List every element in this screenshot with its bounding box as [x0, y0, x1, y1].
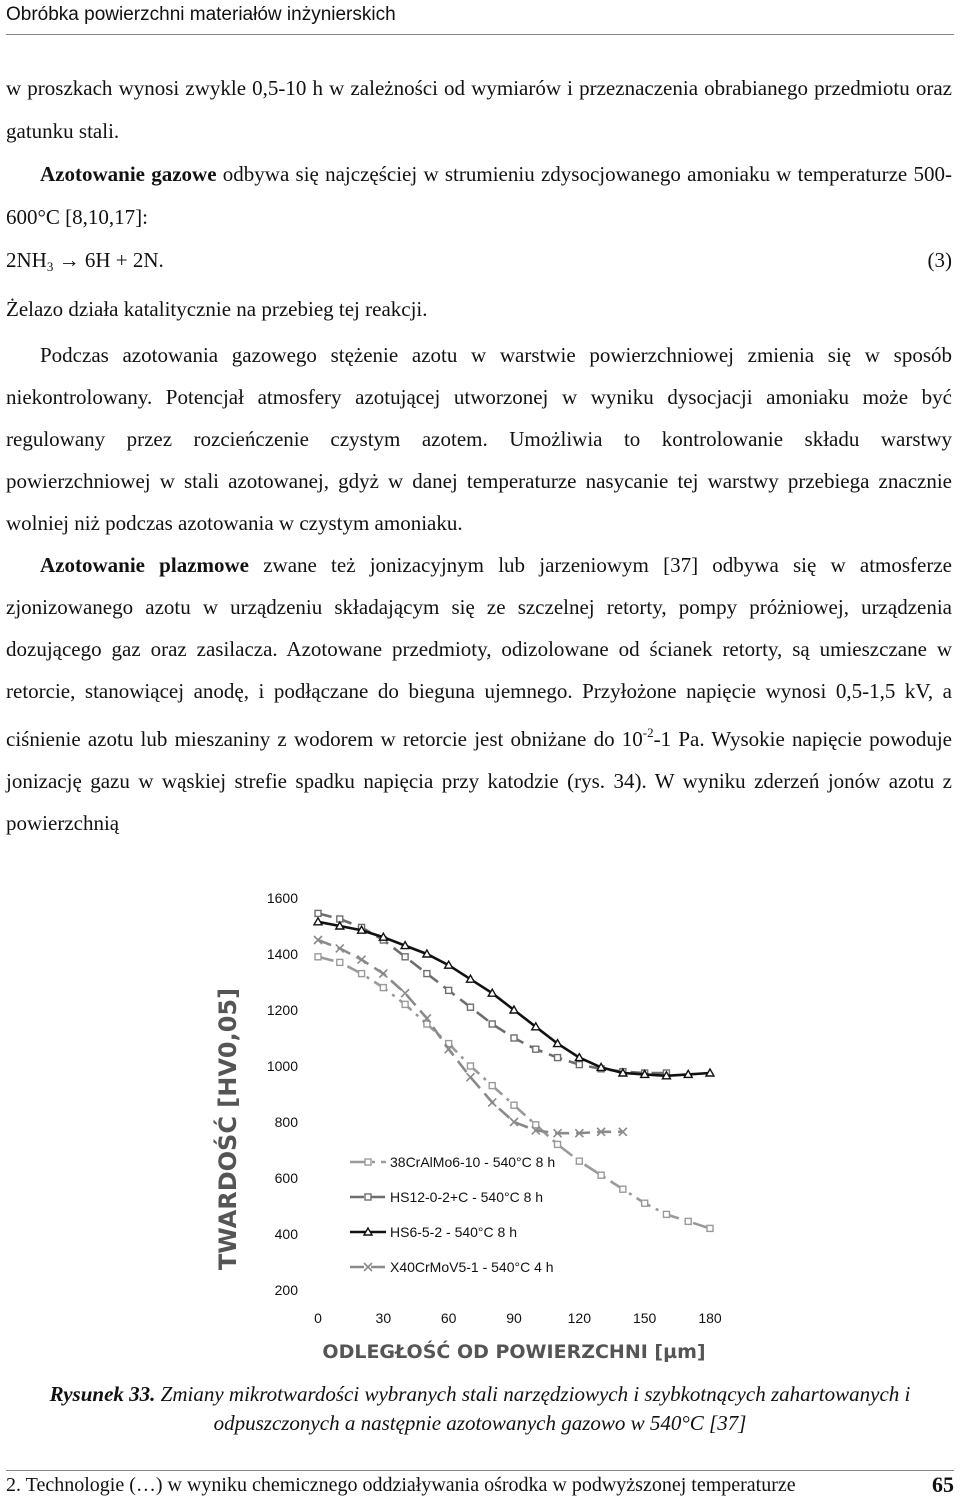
term-gas-nitriding: Azotowanie gazowe	[40, 162, 217, 186]
equation-rhs: → 6H + 2N.	[53, 248, 164, 272]
equation-subscript: 3	[46, 259, 54, 274]
square-marker	[555, 1055, 561, 1061]
series-4	[314, 936, 627, 1137]
square-marker	[424, 1021, 430, 1027]
square-marker	[365, 1194, 371, 1200]
paragraph-2	[6, 153, 952, 239]
x-marker	[488, 1098, 496, 1106]
square-marker	[489, 1083, 495, 1089]
x-tick-label: 60	[440, 1310, 457, 1326]
body-text-lower	[6, 334, 952, 844]
y-tick-label: 1000	[266, 1058, 298, 1074]
square-marker	[365, 1159, 371, 1165]
square-marker	[467, 1004, 473, 1010]
triangle-marker	[423, 950, 431, 957]
square-marker	[642, 1200, 648, 1206]
hardness-chart	[200, 870, 760, 1370]
legend-entry: HS6-5-2 - 540°C 8 h	[390, 1224, 517, 1240]
figure-caption-text: Zmiany mikrotwardości wybranych stali narzędziowych i szybkotnących zahartowanych i odpuszczonych a następnie azotowanych gazowo w 540°C [37]	[155, 1382, 911, 1435]
x-tick-label: 0	[314, 1310, 322, 1326]
triangle-marker	[336, 922, 344, 929]
equation-3	[6, 239, 952, 288]
square-marker	[598, 1172, 604, 1178]
footer-chapter-title: 2. Technologie (…) w wyniku chemicznego oddziaływania ośrodka w podwyższonej temperaturze	[6, 1474, 796, 1496]
series-line	[318, 957, 710, 1229]
x-tick-label: 30	[375, 1310, 392, 1326]
square-marker	[446, 987, 452, 993]
x-axis-title: ODLEGŁOŚĆ OD POWIERZCHNI [µm]	[322, 1341, 706, 1363]
square-marker	[576, 1158, 582, 1164]
body-text-upper	[6, 67, 952, 331]
triangle-marker	[314, 918, 322, 925]
x-marker	[364, 1263, 372, 1271]
x-marker	[466, 1073, 474, 1081]
page-number: 65	[932, 1472, 954, 1497]
square-marker	[511, 1102, 517, 1108]
triangle-marker	[401, 942, 409, 949]
hardness-chart-svg	[200, 870, 760, 1370]
paragraph-1: w proszkach wynosi zwykle 0,5-10 h w zależności od wymiarów i przeznaczenia obrabianego przedmiotu oraz gatunku stali.	[6, 76, 952, 143]
y-tick-label: 400	[274, 1226, 298, 1242]
series-line	[318, 922, 710, 1076]
y-tick-label: 600	[274, 1170, 298, 1186]
square-marker	[315, 954, 321, 960]
paragraph-3: Żelazo działa katalitycznie na przebieg tej reakcji.	[6, 297, 428, 321]
legend-entry: 38CrAlMo6-10 - 540°C 8 h	[390, 1154, 556, 1170]
square-marker	[555, 1141, 561, 1147]
figure-label: Rysunek 33.	[49, 1382, 156, 1406]
square-marker	[402, 1001, 408, 1007]
equation-formula	[6, 239, 164, 288]
triangle-marker	[364, 1228, 372, 1235]
x-tick-label: 90	[506, 1310, 522, 1326]
y-tick-label: 200	[274, 1282, 298, 1298]
y-tick-label: 1600	[266, 890, 298, 906]
square-marker	[576, 1062, 582, 1068]
square-marker	[620, 1186, 626, 1192]
legend-entry: X40CrMoV5-1 - 540°C 4 h	[390, 1259, 554, 1275]
legend-entry: HS12-0-2+C - 540°C 8 h	[390, 1189, 544, 1205]
y-axis-title: TWARDOŚĆ [HV0,05]	[214, 987, 242, 1271]
paragraph-5	[6, 544, 952, 844]
equation-lhs: 2NH	[6, 248, 47, 272]
figure-caption	[40, 1380, 920, 1438]
square-marker	[533, 1046, 539, 1052]
x-tick-label: 180	[698, 1310, 722, 1326]
x-marker	[401, 989, 409, 997]
y-tick-label: 1200	[266, 1002, 298, 1018]
paragraph-5-text-a: zwane też jonizacyjnym lub jarzeniowym [37] odbywa się w atmosferze zjonizowanego azotu w urządzeniu składającym się ze szczelnej retorty, pompy próżniowej, urządzenia dozującego gaz oraz zasilacza. Azotowane przedmioty, odizolowane od ścianek retorty, są umieszczane w retorcie, stanowiącej anodę, i podłączane do bieguna ujemnego. Przyłożone napięcie wynosi 0,5-1,5 kV, a ciśnienie azotu lub mieszaniny z wodorem w retorcie jest obniżane do 10	[6, 553, 952, 751]
series-line	[318, 940, 623, 1133]
running-header: Obróbka powierzchni materiałów inżynierskich	[6, 0, 954, 35]
equation-number: (3)	[927, 248, 952, 272]
square-marker	[685, 1218, 691, 1224]
term-plasma-nitriding: Azotowanie plazmowe	[40, 553, 249, 577]
square-marker	[489, 1021, 495, 1027]
y-tick-label: 1400	[266, 946, 298, 962]
square-marker	[467, 1063, 473, 1069]
page-footer	[6, 1470, 954, 1503]
triangle-marker	[597, 1063, 605, 1070]
x-tick-label: 150	[632, 1310, 657, 1326]
triangle-marker	[706, 1069, 714, 1076]
pressure-exponent: -2	[642, 725, 654, 740]
square-marker	[707, 1225, 713, 1231]
triangle-marker	[445, 961, 453, 968]
square-marker	[533, 1122, 539, 1128]
series-3	[314, 918, 714, 1079]
paragraph-4: Podczas azotowania gazowego stężenie azotu w warstwie powierzchniowej zmienia się w sposób niekontrolowany. Potencjał atmosfery azotującej utworzonej w wyniku dysocjacji amoniaku może być regulowany przez rozcieńczenie czystym azotem. Umożliwia to kontrolowanie składu warstwy powierzchniowej w stali azotowanej, gdyż w danej temperaturze nasycanie tej warstwy przebiega znacznie wolniej niż podczas azotowania w czystym amoniaku.	[6, 343, 952, 535]
paragraph-5-text-b: -1 Pa. Wysokie napięcie powoduje jonizację gazu w wąskiej strefie spadku napięcia przy katodzie (rys. 34). W wyniku zderzeń jonów azotu z powierzchnią	[6, 727, 952, 835]
square-marker	[337, 959, 343, 965]
square-marker	[663, 1211, 669, 1217]
square-marker	[315, 910, 321, 916]
y-tick-label: 800	[274, 1114, 298, 1130]
x-tick-label: 120	[567, 1310, 592, 1326]
paragraph-2-text: odbywa się najczęściej w strumieniu zdysocjowanego amoniaku w temperaturze 500-600°C [8,10,17]:	[6, 162, 952, 229]
x-marker	[379, 970, 387, 978]
square-marker	[402, 954, 408, 960]
triangle-marker	[684, 1070, 692, 1077]
triangle-marker	[379, 933, 387, 940]
square-marker	[424, 971, 430, 977]
square-marker	[380, 985, 386, 991]
square-marker	[359, 971, 365, 977]
square-marker	[511, 1035, 517, 1041]
